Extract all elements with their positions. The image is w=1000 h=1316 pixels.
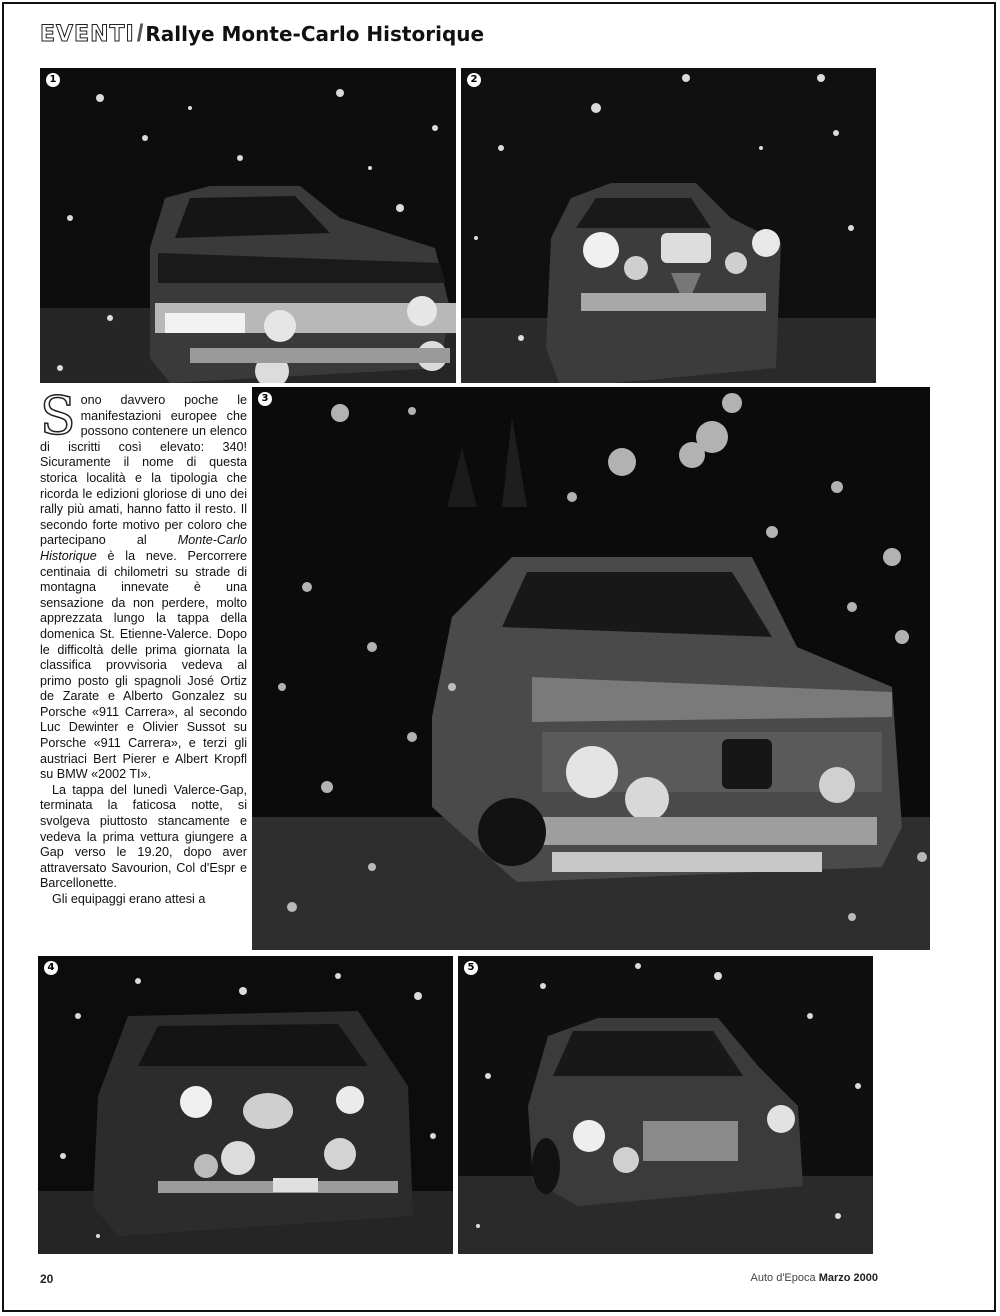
photo-3-image (252, 387, 930, 950)
page-title: Rallye Monte-Carlo Historique (145, 22, 485, 46)
magazine-issue: Marzo 2000 (818, 1272, 878, 1284)
photo-5 (458, 956, 873, 1254)
photo-3 (252, 387, 930, 950)
photo-2-image (461, 68, 876, 383)
header-separator: / (136, 20, 144, 47)
photo-4 (38, 956, 453, 1254)
article-text: è la neve. Percorrere centinaia di chilometri su strade di montagna innevate è una sensazione da non perdere, molto apprezzata lungo la tappa della domenica St. Etienne-Valerce. Dopo le difficoltà delle prima giornata la classifica provvisoria vedeva al primo posto gli spagnoli José Ortiz de Zarate e Alberto Gonzalez su Porsche «911 Carrera», al secondo Luc Dewinter e Olivier Sussot su Porsche «911 Carrera», e terzi gli austriaci Bert Pierer e Albert Kropfl su BMW «2002 TI». (40, 548, 247, 782)
photo-number: 4 (44, 961, 58, 975)
article-paragraph (40, 387, 247, 783)
footer-magazine (751, 1272, 878, 1284)
magazine-name: Auto d'Epoca (750, 1272, 816, 1284)
photo-2 (461, 68, 876, 383)
photo-number: 2 (467, 73, 481, 87)
page-number: 20 (40, 1272, 54, 1286)
photo-number: 1 (46, 73, 60, 87)
photo-number: 5 (464, 961, 478, 975)
article-paragraph: Gli equipaggi erano attesi a (52, 892, 206, 906)
photo-1 (40, 68, 456, 383)
drop-cap: S (40, 387, 76, 447)
photo-5-image (458, 956, 873, 1254)
article-text: ono davvero poche le manifestazioni europee che possono contenere un elenco di iscritti così elevato: 340! Sicuramente il nome di questa storica località e la tipologia che ricorda le edizioni gloriose di uno dei rally più amati, hanno fatto il resto. Il secondo forte motivo per coloro che partecipano al (40, 393, 247, 548)
page-header (40, 20, 484, 54)
article-paragraph: La tappa del lunedì Valerce-Gap, terminata la faticosa notte, si svolgeva piuttosto stancamente e vedeva la prima vettura giungere a Gap verso le 19.20, dopo aver attraversato Savourion, Col d'Espr e Barcellonette. (40, 782, 247, 891)
article-emphasis: Monte-Carlo Historique (40, 533, 247, 563)
article-body (40, 387, 247, 908)
section-label: EVENTI (40, 22, 135, 47)
photo-4-image (38, 956, 453, 1254)
photo-1-image (40, 68, 456, 383)
photo-number: 3 (258, 392, 272, 406)
